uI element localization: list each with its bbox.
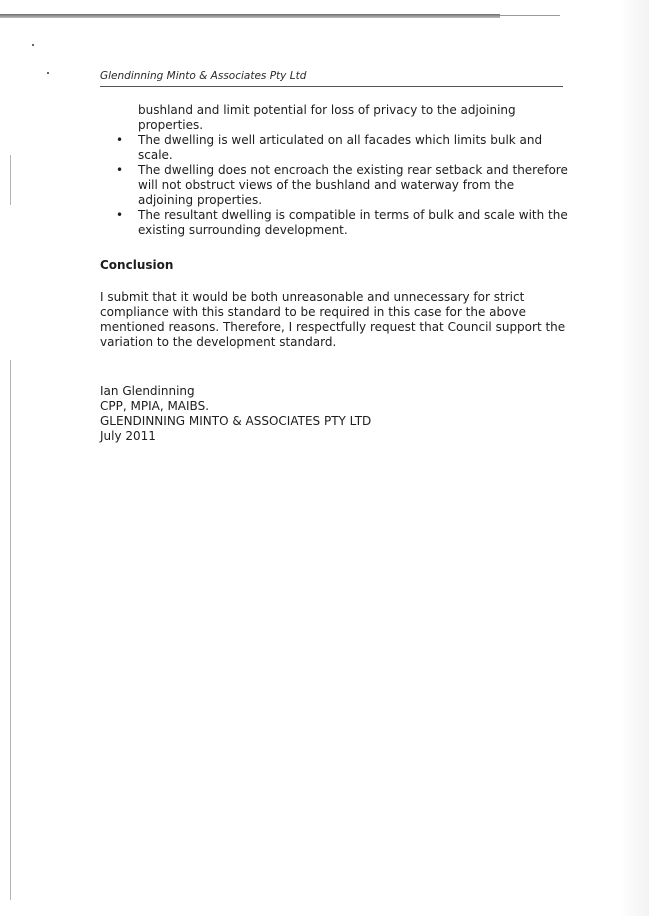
bullet-icon: • [116, 133, 124, 147]
bullet-text: The dwelling is well articulated on all facades which limits bulk and scale. [138, 133, 543, 162]
bullet-list [100, 133, 570, 238]
bullet-text: The dwelling does not encroach the existing rear setback and therefore will not obstruct views of the bushland and waterway from the adjoining properties. [138, 163, 568, 207]
document-body [100, 103, 570, 444]
scan-top-edge [500, 15, 560, 16]
scan-top-edge [0, 14, 500, 18]
bullet-item [100, 208, 570, 238]
bullet-text: The resultant dwelling is compatible in terms of bulk and scale with the existing surrounding development. [138, 208, 568, 237]
conclusion-paragraph: I submit that it would be both unreasonable and unnecessary for strict compliance with this standard to be required in this case for the above mentioned reasons. Therefore, I respectfully request that Council support the variation to the development standard. [100, 290, 566, 349]
running-header [100, 68, 563, 87]
continuation-text: bushland and limit potential for loss of privacy to the adjoining properties. [138, 103, 516, 132]
signature-block [100, 384, 570, 444]
signature-date: July 2011 [100, 429, 156, 443]
scan-margin-line [10, 360, 11, 900]
scan-margin-line [10, 155, 11, 205]
bullet-icon: • [116, 163, 124, 177]
scan-right-shadow [619, 0, 649, 916]
signatory-company: GLENDINNING MINTO & ASSOCIATES PTY LTD [100, 414, 372, 428]
scan-speck [32, 44, 34, 46]
signatory-credentials: CPP, MPIA, MAIBS. [100, 399, 210, 413]
conclusion-heading: Conclusion [100, 258, 174, 272]
company-header-text: Glendinning Minto & Associates Pty Ltd [100, 70, 307, 82]
signatory-name: Ian Glendinning [100, 384, 195, 398]
bullet-item [100, 133, 570, 163]
bullet-item [100, 163, 570, 208]
scan-speck [47, 72, 49, 74]
bullet-icon: • [116, 208, 124, 222]
